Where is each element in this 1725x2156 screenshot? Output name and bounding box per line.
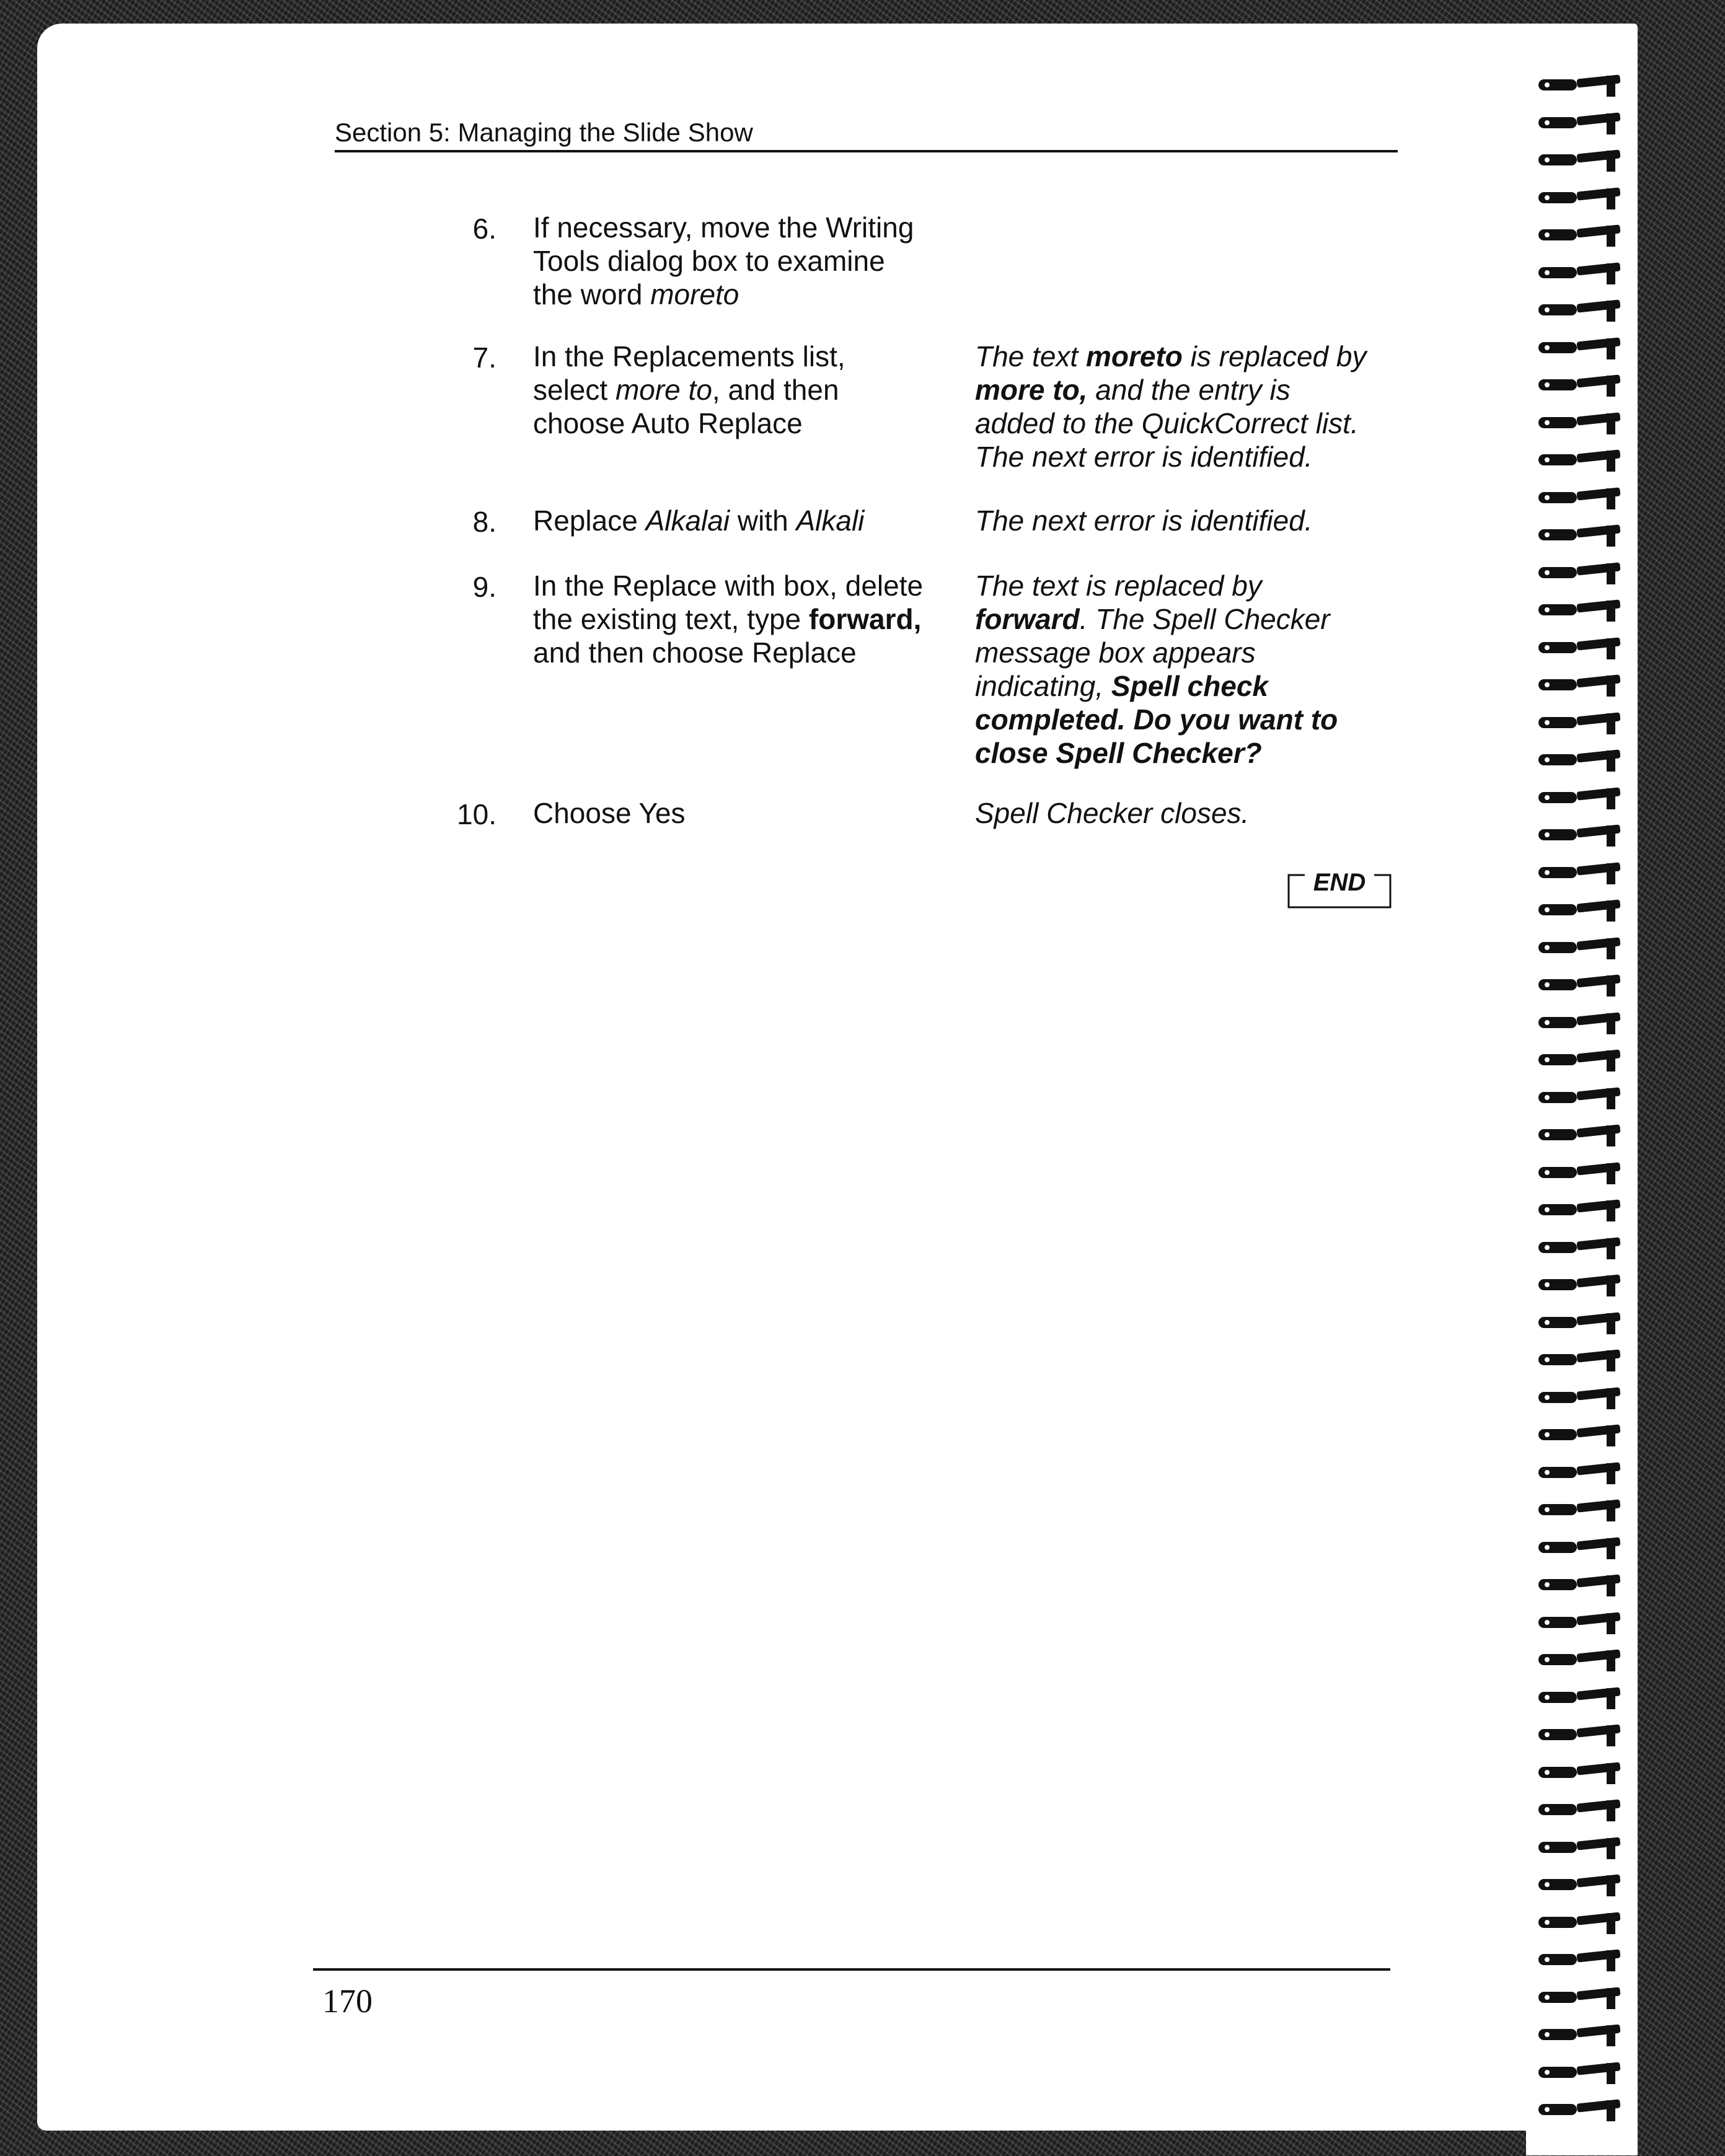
text-run: The next error is identified. [975,504,1313,537]
section-header: Section 5: Managing the Slide Show [335,118,753,147]
text-line [533,636,955,669]
text-run: is replaced by [1182,340,1367,372]
step-instruction [533,504,955,537]
binding-ring-icon [1533,373,1626,398]
binding-ring-icon [1533,1011,1626,1036]
binding-ring-icon [1533,598,1626,623]
binding-ring-icon [1533,673,1626,698]
text-line [533,407,955,440]
binding-ring-icon [1533,1873,1626,1898]
text-line [533,569,955,602]
binding-ring-icon [1533,1573,1626,1598]
text-line [975,340,1421,373]
text-run: the word [533,278,651,310]
page-number: 170 [322,1982,373,2020]
binding-ring-icon [1533,1423,1626,1448]
text-run: In the Replace with box, delete [533,570,924,602]
step-instruction [533,569,955,669]
text-run: forward, [808,603,922,635]
binding-ring-icon [1533,1648,1626,1673]
text-run: moreto [1085,340,1183,372]
text-run: completed. Do you want to [975,703,1338,736]
step-instruction [533,796,955,830]
step-number: 6. [472,213,496,245]
text-line [975,602,1421,636]
binding-ring-icon [1533,1123,1626,1148]
text-run: message box appears [975,636,1256,669]
binding-ring-icon [1533,1836,1626,1860]
text-line [975,703,1421,736]
binding-ring-icon [1533,636,1626,661]
text-line [975,569,1421,602]
binding-ring-icon [1533,111,1626,136]
binding-ring-icon [1533,486,1626,511]
binding-ring-icon [1533,1536,1626,1560]
step-instruction [533,340,955,440]
binding-ring-icon [1533,1048,1626,1073]
binding-ring-icon [1533,148,1626,173]
binding-ring-icon [1533,411,1626,436]
step-number: 10. [457,798,496,830]
text-line [533,796,955,830]
binding-ring-icon [1533,2061,1626,2085]
text-line [533,278,955,311]
binding-ring-icon [1533,1086,1626,1111]
header-divider [335,150,1398,152]
binding-ring-icon [1533,1986,1626,2010]
binding-ring-icon [1533,1348,1626,1373]
text-line [533,504,955,537]
binding-ring-icon [1533,1723,1626,1748]
text-line [975,669,1421,703]
step-result [975,569,1421,770]
text-run: indicating, [975,670,1111,702]
text-line [975,373,1421,407]
text-run: Spell check [1111,670,1269,702]
text-line [975,736,1421,770]
binding-ring-icon [1533,448,1626,473]
text-line [533,340,955,373]
binding-ring-icon [1533,336,1626,361]
binding-ring-icon [1533,523,1626,548]
text-run: The text [975,340,1086,372]
text-line [975,636,1421,669]
text-run: select [533,374,615,406]
text-line [975,504,1421,537]
text-run: more to, [975,374,1088,406]
binding-ring-icon [1533,1761,1626,1785]
binding-ring-icon [1533,711,1626,736]
binding-ring-icon [1533,561,1626,586]
binding-ring-icon [1533,298,1626,323]
text-run: close Spell Checker? [975,737,1262,769]
binding-ring-icon [1533,786,1626,811]
binding-ring-icon [1533,223,1626,248]
binding-ring-icon [1533,748,1626,773]
text-run: The next error is identified. [975,441,1313,473]
text-run: moreto [650,278,739,310]
text-run: Replace [533,504,646,537]
text-run: Tools dialog box to examine [533,245,885,277]
binding-ring-icon [1533,1198,1626,1223]
binding-ring-icon [1533,1386,1626,1410]
text-run: forward [975,603,1080,635]
text-line [975,796,1421,830]
text-run: and the entry is [1087,374,1290,406]
binding-ring-icon [1533,1236,1626,1261]
text-line [533,244,955,278]
binding-ring-icon [1533,861,1626,886]
binding-ring-icon [1533,1461,1626,1485]
step-instruction [533,211,955,311]
binding-ring-icon [1533,2098,1626,2123]
step-result [975,340,1421,473]
text-line [975,407,1421,440]
binding-ring-icon [1533,973,1626,998]
text-line [533,373,955,407]
text-run: The text is replaced by [975,570,1262,602]
binding-ring-icon [1533,73,1626,98]
spiral-binding [1526,61,1638,2155]
binding-ring-icon [1533,1798,1626,1823]
binding-ring-icon [1533,261,1626,286]
binding-ring-icon [1533,1686,1626,1710]
end-marker [1286,868,1393,910]
text-line [533,211,955,244]
text-run: choose Auto Replace [533,407,803,439]
binding-ring-icon [1533,936,1626,961]
binding-ring-icon [1533,1273,1626,1298]
binding-ring-icon [1533,1948,1626,1973]
binding-ring-icon [1533,2023,1626,2048]
text-run: In the Replacements list, [533,340,845,372]
binding-ring-icon [1533,1311,1626,1335]
footer-divider [313,1968,1390,1971]
text-run: more to [615,374,712,406]
text-run: with [730,504,796,537]
binding-ring-icon [1533,1161,1626,1186]
binding-ring-icon [1533,1611,1626,1635]
text-run: Alkalai [645,504,730,537]
binding-ring-icon [1533,898,1626,923]
text-run: Spell Checker closes. [975,797,1250,829]
text-run: added to the QuickCorrect list. [975,407,1359,439]
step-number: 8. [472,506,496,538]
step-result [975,796,1421,830]
end-label: END [1313,869,1366,896]
binding-ring-icon [1533,186,1626,211]
step-number: 9. [472,571,496,603]
text-run: . The Spell Checker [1079,603,1330,635]
text-run: Choose Yes [533,797,686,829]
text-run: , and then [712,374,839,406]
binding-ring-icon [1533,1498,1626,1523]
binding-ring-icon [1533,1911,1626,1935]
text-run: the existing text, type [533,603,809,635]
step-result [975,504,1421,537]
text-line [975,440,1421,473]
text-run: Alkali [796,504,865,537]
step-number: 7. [472,341,496,374]
text-run: and then choose Replace [533,636,857,669]
text-run: If necessary, move the Writing [533,211,914,244]
binding-ring-icon [1533,823,1626,848]
text-line [533,602,955,636]
